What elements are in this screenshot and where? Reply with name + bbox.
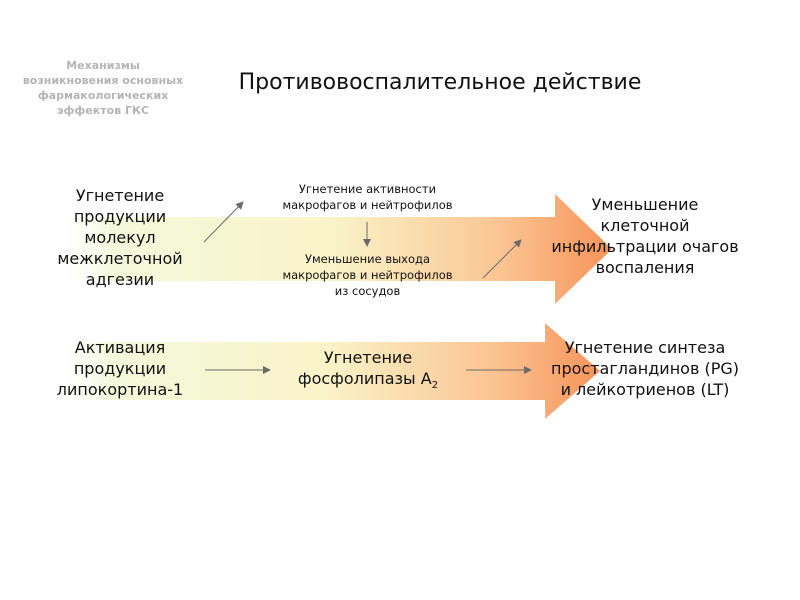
activity-inhibition-label: Угнетение активности макрофагов и нейтрофилов	[282, 182, 453, 212]
lipocortin-activation-label: Активация продукции липокортина-1	[56, 338, 184, 399]
synthesis-inhibition-label: Угнетение синтеза простагландинов (PG) и лейкотриенов (LT)	[551, 338, 739, 399]
page-title: Противовоспалительное действие	[238, 70, 642, 95]
infiltration-reduction-label: Уменьшение клеточной инфильтрации очагов воспаления	[551, 195, 739, 277]
section-caption: Механизмы возникновения основных фармакологических эффектов ГКС	[22, 59, 184, 117]
phospholipase-inhibition-label: Угнетение фосфолипазы $А_2$	[297, 348, 439, 392]
exit-reduction-label: Уменьшение выхода макрофагов и нейтрофилов из сосудов	[282, 252, 453, 298]
adhesion-inhibition-label: Угнетение продукции молекул межклеточной адгезии	[57, 186, 183, 289]
